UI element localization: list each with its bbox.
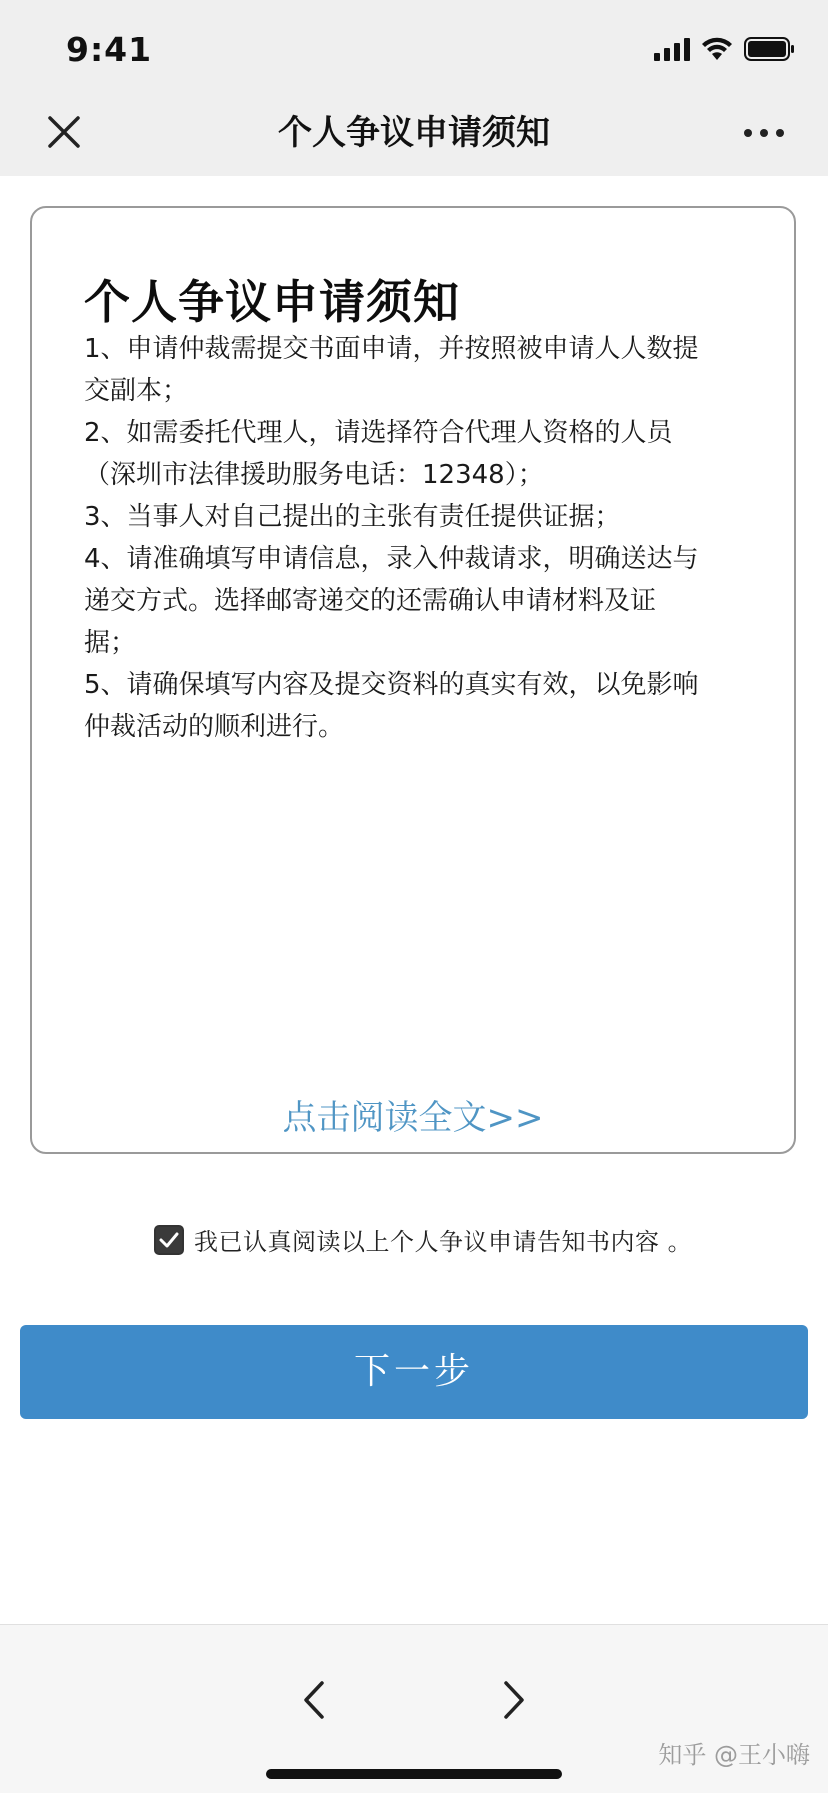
notice-line: 据； xyxy=(84,628,137,658)
agreement-label: 我已认真阅读以上个人争议申请告知书内容 。 xyxy=(194,1228,693,1256)
watermark: 知乎 @王小嗨 xyxy=(658,1741,810,1769)
read-full-text-link[interactable]: 点击阅读全文>> xyxy=(282,1098,544,1138)
notice-line: 5、请确保填写内容及提交资料的真实有效，以免影响 xyxy=(84,670,699,700)
battery-icon xyxy=(744,36,796,62)
notice-line: 仲裁活动的顺利进行。 xyxy=(84,712,345,742)
forward-button[interactable] xyxy=(496,1677,532,1723)
agreement-row[interactable] xyxy=(154,1222,692,1257)
notice-items xyxy=(84,328,748,748)
page-title: 个人争议申请须知 xyxy=(278,113,550,153)
notice-line: （深圳市法律援助服务电话：12348）； xyxy=(84,460,544,490)
notice-line: 4、请准确填写申请信息，录入仲裁请求，明确送达与 xyxy=(84,544,699,574)
agreement-checkbox[interactable] xyxy=(154,1225,184,1255)
notice-line: 递交方式。选择邮寄递交的还需确认申请材料及证 xyxy=(84,586,657,616)
back-button[interactable] xyxy=(296,1677,332,1723)
notice-line: 2、如需委托代理人，请选择符合代理人资格的人员 xyxy=(84,418,673,448)
status-icons xyxy=(654,34,796,64)
nav-bar xyxy=(0,96,828,176)
top-area xyxy=(0,0,828,176)
notice-line: 交副本； xyxy=(84,376,189,406)
wifi-icon xyxy=(700,36,734,62)
more-dots-icon xyxy=(742,122,786,144)
home-indicator xyxy=(266,1769,562,1779)
notice-card xyxy=(30,206,796,1154)
status-bar xyxy=(0,0,828,96)
notice-line: 3、当事人对自己提出的主张有责任提供证据； xyxy=(84,502,621,532)
bottom-toolbar xyxy=(0,1624,828,1793)
chevron-right-icon xyxy=(496,1677,532,1723)
checkmark-icon xyxy=(158,1229,180,1251)
status-time: 9:41 xyxy=(66,30,153,69)
notice-title: 个人争议申请须知 xyxy=(84,275,460,329)
next-step-button[interactable]: 下一步 xyxy=(20,1325,808,1419)
notice-line: 1、申请仲裁需提交书面申请，并按照被申请人人数提 xyxy=(84,334,699,364)
cellular-signal-icon xyxy=(654,37,690,61)
chevron-left-icon xyxy=(296,1677,332,1723)
more-options-button[interactable] xyxy=(742,122,786,144)
